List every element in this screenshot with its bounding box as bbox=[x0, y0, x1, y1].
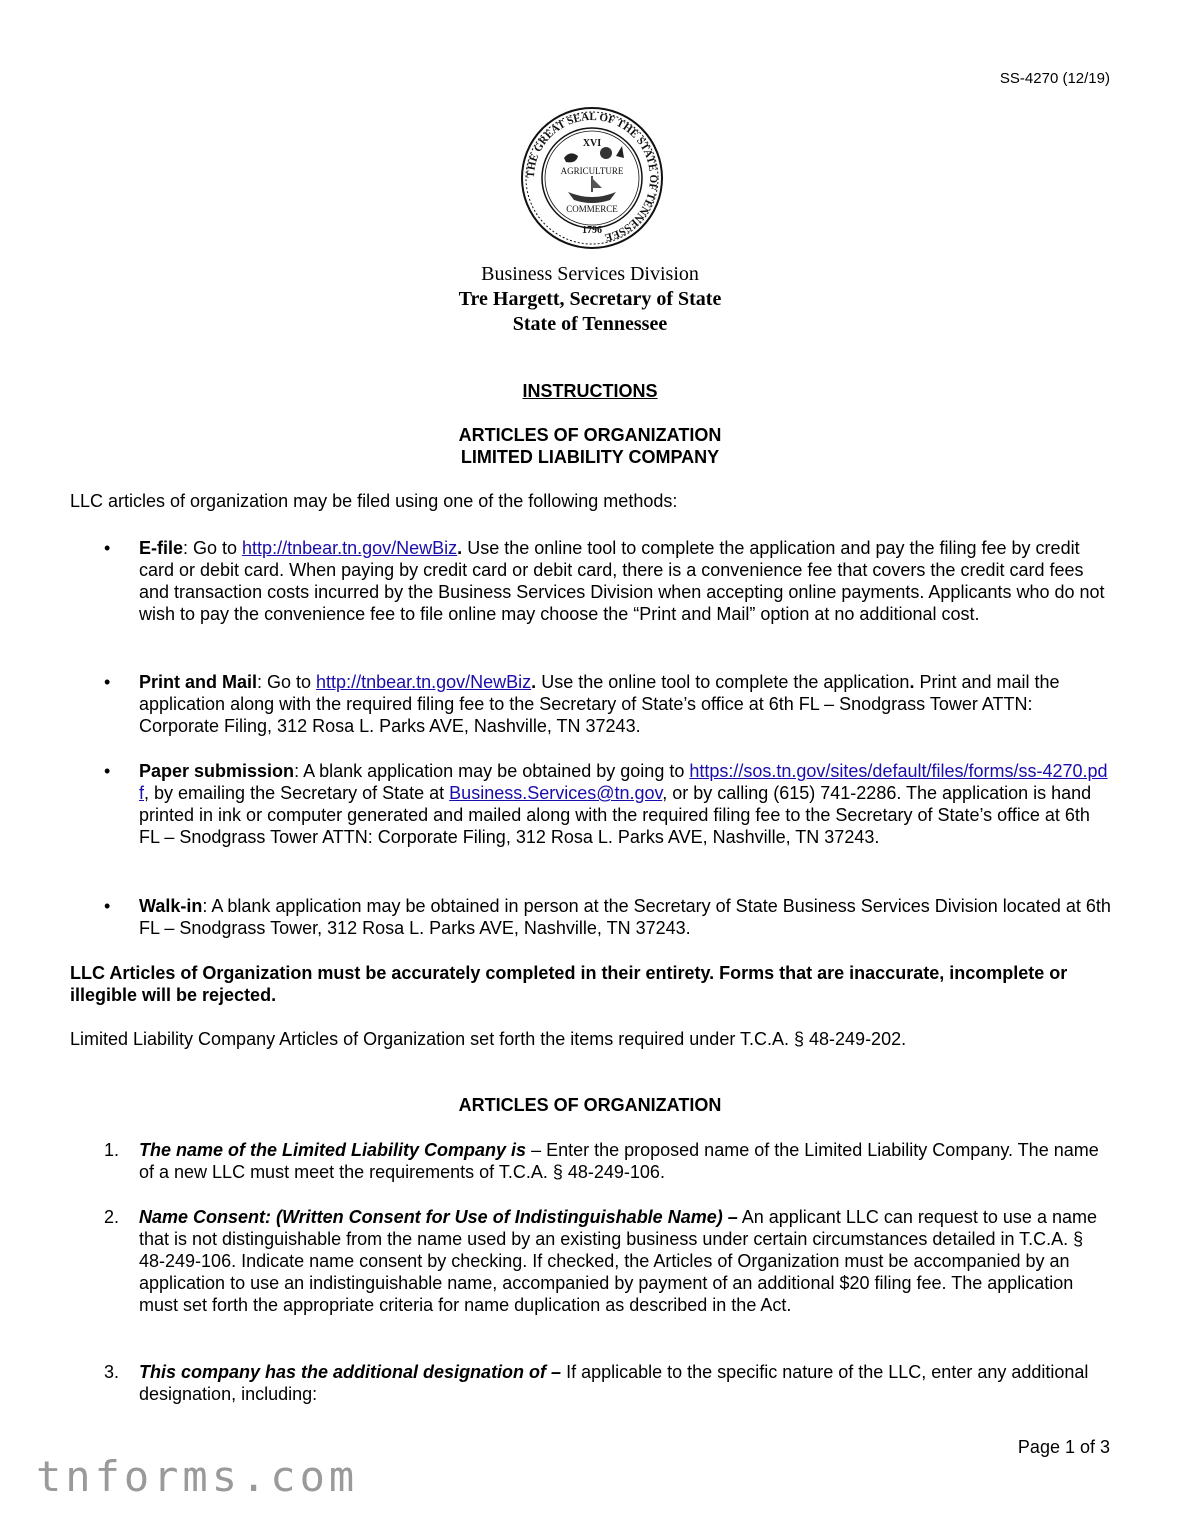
secretary-name: Tre Hargett, Secretary of State bbox=[458, 288, 722, 310]
seal-bottom-word: COMMERCE bbox=[566, 204, 618, 214]
method-paper: Paper submission: A blank application may be obtained by going to https://sos.tn.gov/sites/default/files/forms/ss-4270.pdf, by emailing the Secretary of State at Business.Services@tn.gov, or by calling (615) 741-2286. The application is hand printed in ink or computer generated and mailed along with the required filing fee to the Secretary of State’s office at 6th FL – Snodgrass Tower ATTN: Corporate Filing, 312 Rosa L. Parks AVE, Nashville, TN 37243. bbox=[139, 761, 1108, 847]
bullet-efile: • bbox=[104, 538, 111, 558]
item-3-number: 3. bbox=[104, 1362, 120, 1382]
efile-link[interactable]: http://tnbear.tn.gov/NewBiz bbox=[242, 538, 458, 558]
item-2-number: 2. bbox=[104, 1207, 120, 1227]
item-2: Name Consent: (Written Consent for Use of Indistinguishable Name) – An applicant LLC can request to use a name that is not distinguishable from the name used by an existing business under certain circumstances detailed in T.C.A. § 48-249-106. Indicate name consent by checking. If checked, the Articles of Organization must be accompanied by an application to use an indistinguishable name, accompanied by payment of an additional $20 filing fee. The application must set forth the appropriate criteria for name duplication as described in the Act. bbox=[139, 1207, 1097, 1315]
item-3: This company has the additional designation of – If applicable to the specific nature of the LLC, enter any additional designation, including: bbox=[139, 1362, 1089, 1404]
warning-text: LLC Articles of Organization must be accurately completed in their entirety. Forms that are inaccurate, incomplete or illegible will be rejected. bbox=[70, 963, 1068, 1005]
intro-text: LLC articles of organization may be filed using one of the following methods: bbox=[70, 491, 678, 511]
bullet-paper: • bbox=[104, 761, 111, 781]
seal-year: 1796 bbox=[582, 225, 602, 236]
doc-title-1: ARTICLES OF ORGANIZATION bbox=[458, 425, 722, 445]
tennessee-state-seal-icon bbox=[520, 106, 664, 250]
header-block bbox=[0, 262, 1180, 337]
seal-top-word: AGRICULTURE bbox=[560, 166, 624, 176]
efile-label: E-file bbox=[139, 538, 184, 558]
item-1-label: The name of the Limited Liability Company is bbox=[139, 1140, 527, 1160]
doc-title-2: LIMITED LIABILITY COMPANY bbox=[460, 447, 720, 467]
page-number: Page 1 of 3 bbox=[1017, 1437, 1110, 1457]
method-efile: E-file: Go to http://tnbear.tn.gov/NewBiz. Use the online tool to complete the application and pay the filing fee by credit card or debit card. When paying by credit card or debit card, there is a convenience fee that covers the credit card fees and transaction costs incurred by the Business Services Division when accepting online payments. Applicants who do not wish to pay the convenience fee to file online may choose the “Print and Mail” option at no additional cost. bbox=[139, 538, 1105, 624]
articles-heading: ARTICLES OF ORGANIZATION bbox=[458, 1095, 722, 1115]
paper-form-link[interactable]: https://sos.tn.gov/sites/default/files/forms/ss-4270.pdf bbox=[139, 761, 1108, 803]
item-3-label: This company has the additional designation of – bbox=[139, 1362, 562, 1382]
print-link[interactable]: http://tnbear.tn.gov/NewBiz bbox=[316, 672, 532, 692]
email-link[interactable]: Business.Services@tn.gov bbox=[449, 783, 663, 803]
form-id: SS-4270 (12/19) bbox=[999, 70, 1110, 87]
paper-label: Paper submission bbox=[139, 761, 295, 781]
bullet-print: • bbox=[104, 672, 111, 692]
method-walkin: Walk-in: A blank application may be obtained in person at the Secretary of State Business Services Division located at 6th FL – Snodgrass Tower, 312 Rosa L. Parks AVE, Nashville, TN 37243. bbox=[139, 896, 1111, 938]
item-1-number: 1. bbox=[104, 1140, 120, 1160]
item-1: The name of the Limited Liability Company is – Enter the proposed name of the Limited Liability Company. The name of a new LLC must meet the requirements of T.C.A. § 48-249-106. bbox=[139, 1140, 1099, 1182]
seal-roman: XVI bbox=[582, 138, 602, 149]
walkin-label: Walk-in bbox=[139, 896, 203, 916]
print-label: Print and Mail bbox=[139, 672, 258, 692]
division-name: Business Services Division bbox=[481, 263, 699, 285]
statute-note: Limited Liability Company Articles of Organization set forth the items required under T.C.A. § 48-249-202. bbox=[70, 1029, 907, 1049]
watermark: tnforms.com bbox=[36, 1452, 359, 1501]
method-print-mail: Print and Mail: Go to http://tnbear.tn.gov/NewBiz. Use the online tool to complete the application. Print and mail the application along with the required filing fee to the Secretary of State’s office at 6th FL – Snodgrass Tower ATTN: Corporate Filing, 312 Rosa L. Parks AVE, Nashville, TN 37243. bbox=[139, 672, 1060, 736]
bullet-walkin: • bbox=[104, 896, 111, 916]
item-2-label: Name Consent: (Written Consent for Use of Indistinguishable Name) – bbox=[139, 1207, 738, 1227]
state-name: State of Tennessee bbox=[512, 313, 668, 335]
seal-ring-text: THE GREAT SEAL OF THE STATE OF TENNESSEE bbox=[524, 110, 660, 244]
instructions-title: INSTRUCTIONS bbox=[522, 381, 658, 401]
